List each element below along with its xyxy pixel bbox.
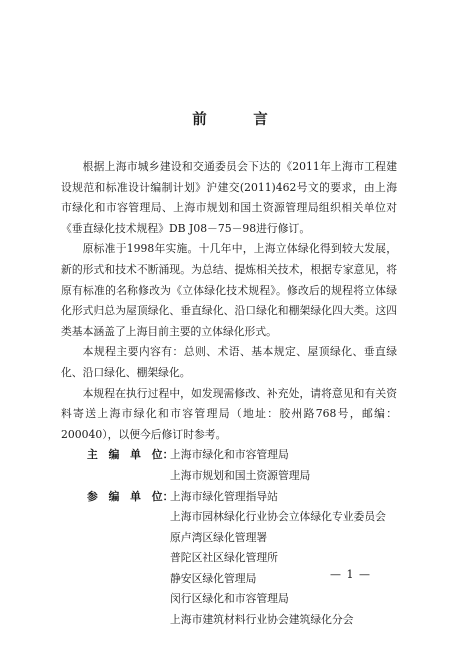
participating-unit-name: 静安区绿化管理局	[170, 571, 257, 585]
participating-unit-name: 上海市绿化管理指导站	[170, 489, 278, 503]
page-title: 前 言	[192, 111, 284, 128]
participating-unit-name: 上海市建筑材料行业协会建筑绿化分会	[170, 613, 354, 627]
participating-units-list	[170, 487, 397, 631]
participating-unit-name: 普陀区社区绿化管理所	[170, 551, 278, 565]
chief-unit-name: 上海市绿化和市容管理局	[170, 448, 289, 462]
chief-units-list	[170, 445, 397, 486]
paragraph-feedback: 本规程在执行过程中，如发现需修改、补充处，请将意见和有关资料寄送上海市绿化和市容管理局（地址：胶州路768号，邮编：200040），以便今后修订时参考。	[61, 386, 397, 441]
chief-unit-name: 上海市规划和国土资源管理局	[170, 468, 311, 482]
units-section	[61, 445, 397, 630]
participating-units-row	[61, 487, 397, 631]
participating-unit-name: 闵行区绿化和市容管理局	[170, 592, 289, 606]
page-number: — 1 —	[330, 568, 371, 581]
paragraph-history: 原标准于1998年实施。十几年中，上海立体绿化得到较大发展，新的形式和技术不断涌现。为总结、提炼相关技术，根据专家意见，将原有标准的名称修改为《立体绿化技术规程》。修改后的规程将立体绿化形式归总为屋顶绿化、垂直绿化、沿口绿化和棚架绿化四大类。这四类基本涵盖了上海目前主要的立体绿化形式。	[61, 242, 397, 338]
paragraph-compilation-basis: 根据上海市城乡建设和交通委员会下达的《2011年上海市工程建设规范和标准设计编制计划》沪建交(2011)462号文的要求，由上海市绿化和市容管理局、上海市规划和国土资源管理局组织相关单位对《垂直绿化技术规程》DB J08－75－98进行修订。	[61, 160, 397, 235]
participating-units-label: 参 编 单 位：	[87, 489, 174, 503]
paragraph-contents: 本规程主要内容有：总则、术语、基本规定、屋顶绿化、垂直绿化、沿口绿化、棚架绿化。	[61, 345, 397, 379]
document-body	[61, 157, 397, 631]
participating-unit-name: 原卢湾区绿化管理署	[170, 530, 268, 544]
chief-units-row	[61, 445, 397, 486]
chief-units-label: 主 编 单 位：	[87, 448, 174, 462]
participating-unit-name: 上海市园林绿化行业协会立体绿化专业委员会	[170, 510, 386, 524]
